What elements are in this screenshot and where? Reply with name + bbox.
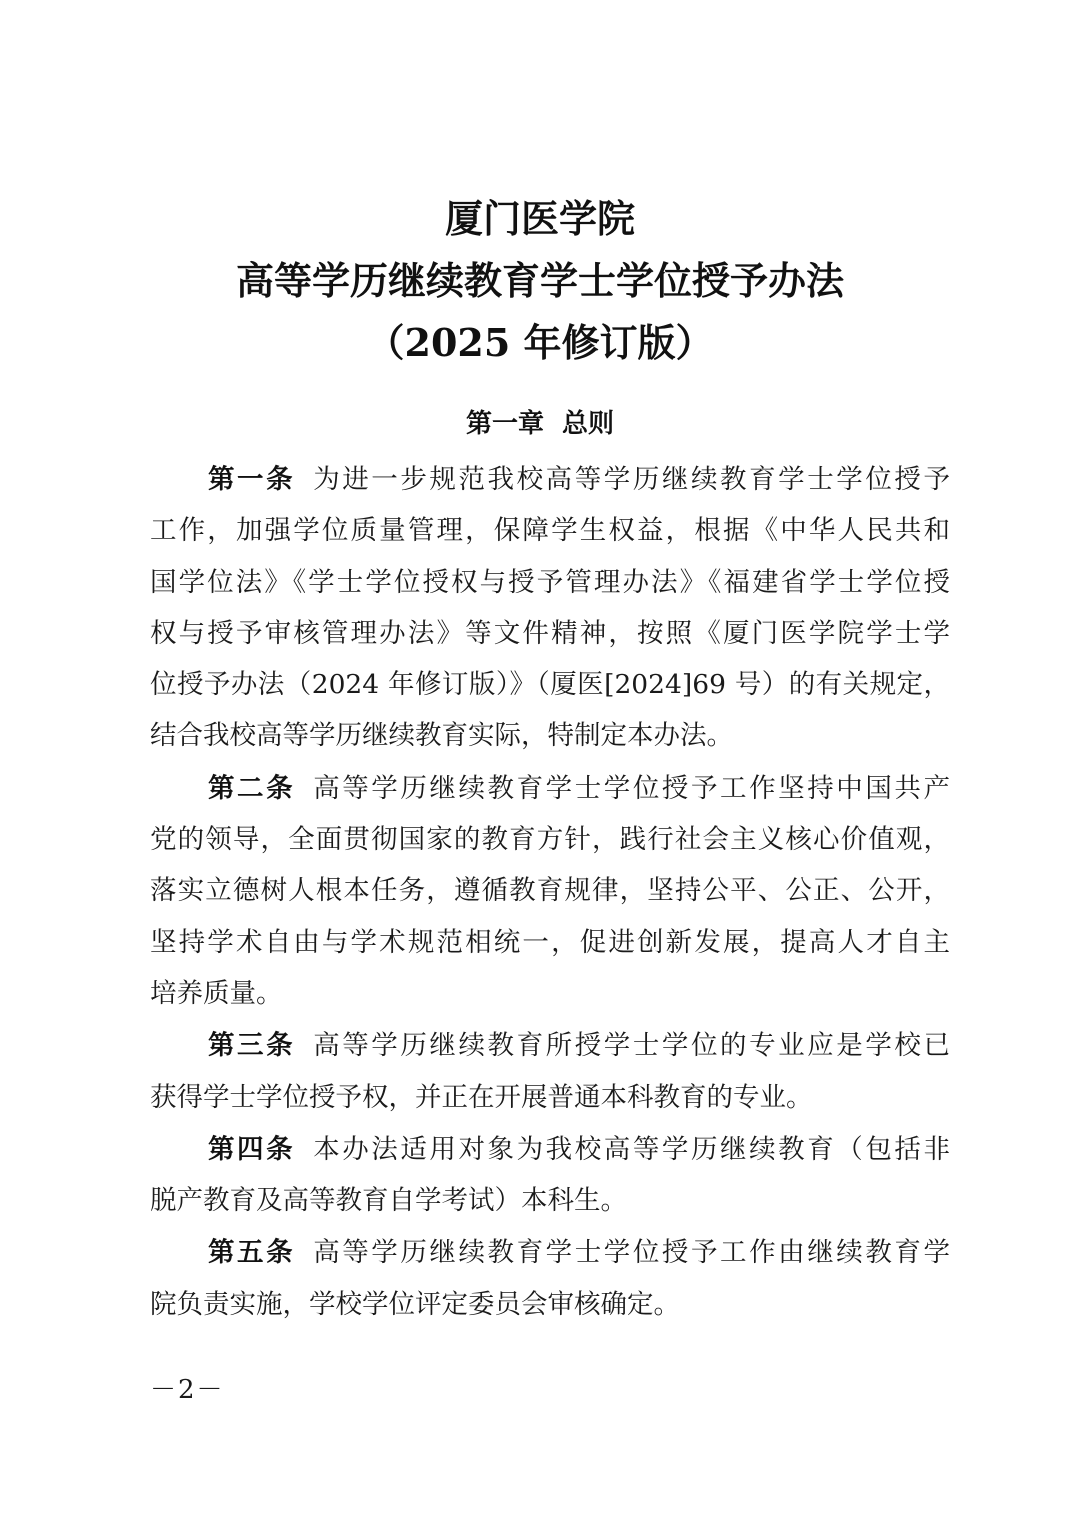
article-line: 第五条 高等学历继续教育学士学位授予工作由继续教育学 [208, 1237, 950, 1269]
article-label: 第一条 [208, 464, 296, 495]
article-3 [150, 1020, 950, 1123]
article-line: 权与授予审核管理办法》等文件精神，按照《厦门医学院学士学 [150, 617, 950, 649]
chapter-heading: 第一章 总则 [465, 409, 615, 439]
article-1 [150, 454, 950, 762]
article-line: 培养质量。 [150, 977, 283, 1009]
article-5 [150, 1227, 950, 1330]
article-line: 第一条 为进一步规范我校高等学历继续教育学士学位授予 [208, 464, 950, 495]
article-label: 第四条 [208, 1133, 296, 1165]
document-body [150, 454, 950, 1331]
article-label: 第三条 [208, 1030, 296, 1062]
article-line: 脱产教育及高等教育自学考试）本科生。 [150, 1185, 627, 1217]
article-line: 党的领导，全面贯彻国家的教育方针，践行社会主义核心价值观， [150, 824, 950, 856]
title-main: 高等学历继续教育学士学位授予办法 [235, 258, 844, 303]
article-line: 结合我校高等学历继续教育实际，特制定本办法。 [150, 720, 733, 752]
article-line: 院负责实施，学校学位评定委员会审核确定。 [150, 1288, 680, 1320]
article-line: 第二条 高等学历继续教育学士学位授予工作坚持中国共产 [208, 772, 950, 804]
article-line: 工作，加强学位质量管理，保障学生权益，根据《中华人民共和 [150, 515, 950, 547]
article-line: 位授予办法（2024 年修订版）》（厦医[2024]69 号）的有关规定， [150, 669, 950, 701]
article-4 [150, 1124, 950, 1227]
article-2 [150, 763, 950, 1019]
title-institution: 厦门医学院 [444, 196, 635, 241]
article-line: 第三条 高等学历继续教育所授学士学位的专业应是学校已 [208, 1030, 950, 1062]
article-line: 落实立德树人根本任务，遵循教育规律，坚持公平、公正、公开， [150, 875, 950, 907]
article-label: 第二条 [208, 772, 296, 804]
page-number: －2－ [150, 1375, 225, 1405]
article-label: 第五条 [208, 1237, 296, 1269]
article-line: 获得学士学位授予权，并正在开展普通本科教育的专业。 [150, 1081, 813, 1113]
article-line: 坚持学术自由与学术规范相统一，促进创新发展，提高人才自主 [150, 926, 950, 958]
article-line: 国学位法》《学士学位授权与授予管理办法》《福建省学士学位授 [150, 566, 950, 598]
title-version: （2025 年修订版） [366, 320, 714, 365]
document-title [0, 188, 1080, 374]
article-line: 第四条 本办法适用对象为我校高等学历继续教育（包括非 [208, 1133, 950, 1165]
